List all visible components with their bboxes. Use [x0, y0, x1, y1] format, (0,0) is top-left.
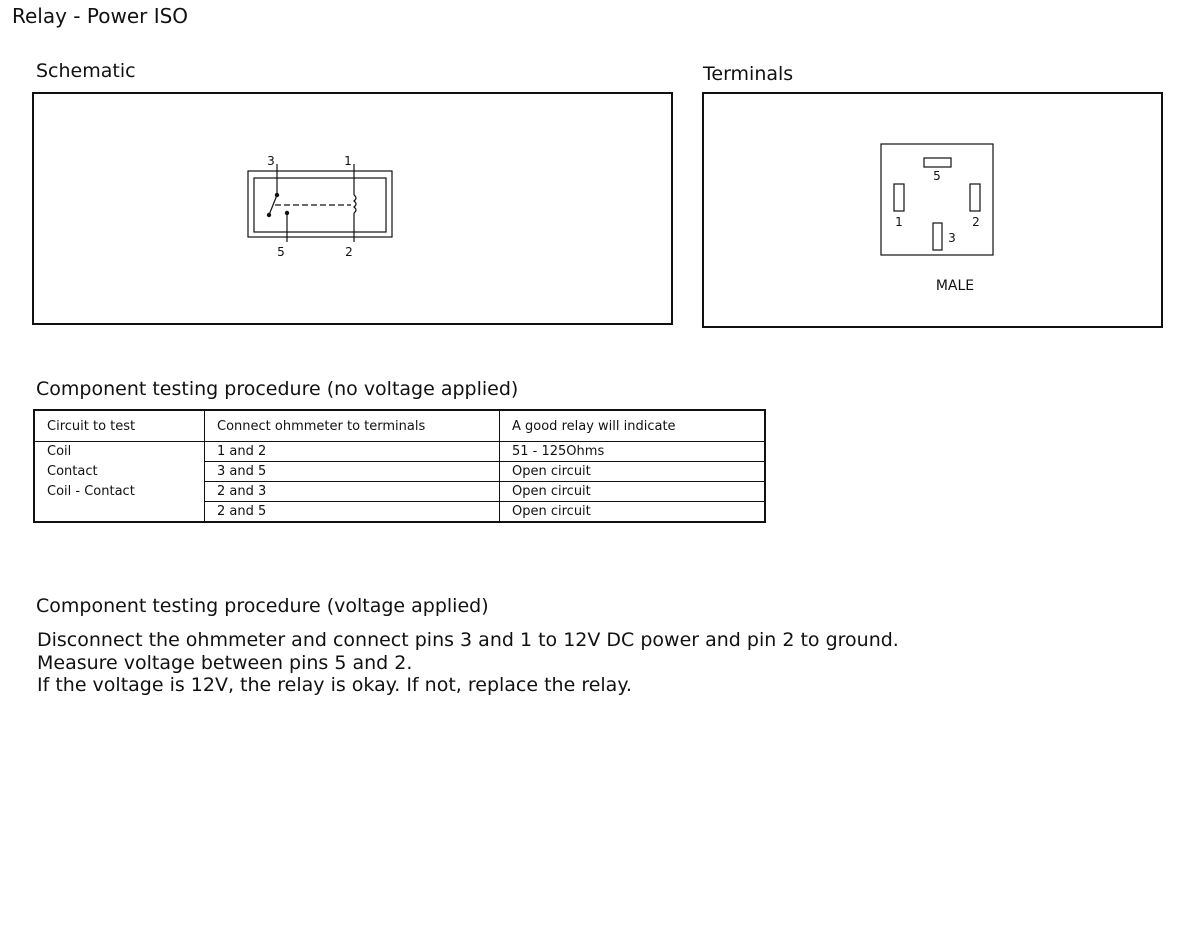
cell-indication: Open circuit — [500, 462, 766, 482]
cell-circuit: Coil - Contact — [34, 482, 205, 502]
page-title: Relay - Power ISO — [12, 4, 189, 28]
schematic-pin-1-label: 1 — [344, 154, 352, 168]
terminal-1-blade — [894, 184, 904, 211]
cell-terminals: 2 and 5 — [205, 502, 500, 523]
pin-5-contact-dot — [285, 211, 289, 215]
connector-housing — [881, 144, 993, 255]
terminal-5-label: 5 — [933, 169, 941, 183]
cell-terminals: 2 and 3 — [205, 482, 500, 502]
instruction-line: If the voltage is 12V, the relay is okay. If not, replace the relay. — [37, 674, 632, 696]
header-circuit: Circuit to test — [34, 410, 205, 442]
schematic-pin-5-label: 5 — [277, 245, 285, 259]
terminal-3-blade — [933, 223, 942, 250]
coil-winding — [354, 195, 356, 213]
schematic-panel — [32, 92, 673, 325]
cell-circuit: Contact — [34, 462, 205, 482]
cell-indication: Open circuit — [500, 482, 766, 502]
voltage-title: Component testing procedure (voltage applied) — [36, 595, 489, 617]
instruction-line: Measure voltage between pins 5 and 2. — [37, 651, 413, 674]
terminal-1-label: 1 — [895, 215, 903, 229]
cell-terminals: 3 and 5 — [205, 462, 500, 482]
terminal-2-blade — [970, 184, 980, 211]
terminal-5-blade — [924, 158, 951, 167]
header-terminals: Connect ohmmeter to terminals — [205, 410, 500, 442]
switch-pivot-dot — [267, 213, 271, 217]
pin-3-contact-dot — [275, 193, 279, 197]
relay-schematic-diagram — [34, 94, 671, 323]
table-row — [34, 442, 765, 462]
table-row — [34, 482, 765, 502]
schematic-pin-3-label: 3 — [267, 154, 275, 168]
ohmmeter-test-table — [33, 409, 766, 523]
no-voltage-title: Component testing procedure (no voltage applied) — [36, 378, 519, 400]
terminal-layout-diagram — [704, 94, 1161, 326]
cell-indication: Open circuit — [500, 502, 766, 523]
schematic-title: Schematic — [36, 60, 136, 82]
schematic-pin-2-label: 2 — [345, 245, 353, 259]
cell-circuit — [34, 502, 205, 523]
terminals-title: Terminals — [703, 63, 794, 85]
table-header-row — [34, 410, 765, 442]
connector-gender-label: MALE — [935, 278, 975, 294]
cell-terminals: 1 and 2 — [205, 442, 500, 462]
terminals-panel — [702, 92, 1163, 328]
terminal-2-label: 2 — [972, 215, 980, 229]
header-indication: A good relay will indicate — [500, 410, 766, 442]
cell-circuit: Coil — [34, 442, 205, 462]
table-row — [34, 502, 765, 523]
terminal-3-label: 3 — [948, 231, 956, 245]
voltage-instructions — [37, 629, 899, 697]
cell-indication: 51 - 125Ohms — [500, 442, 766, 462]
instruction-line: Disconnect the ohmmeter and connect pins 3 and 1 to 12V DC power and pin 2 to ground. — [37, 629, 899, 651]
table-row — [34, 462, 765, 482]
relay-outer-box — [248, 171, 392, 237]
